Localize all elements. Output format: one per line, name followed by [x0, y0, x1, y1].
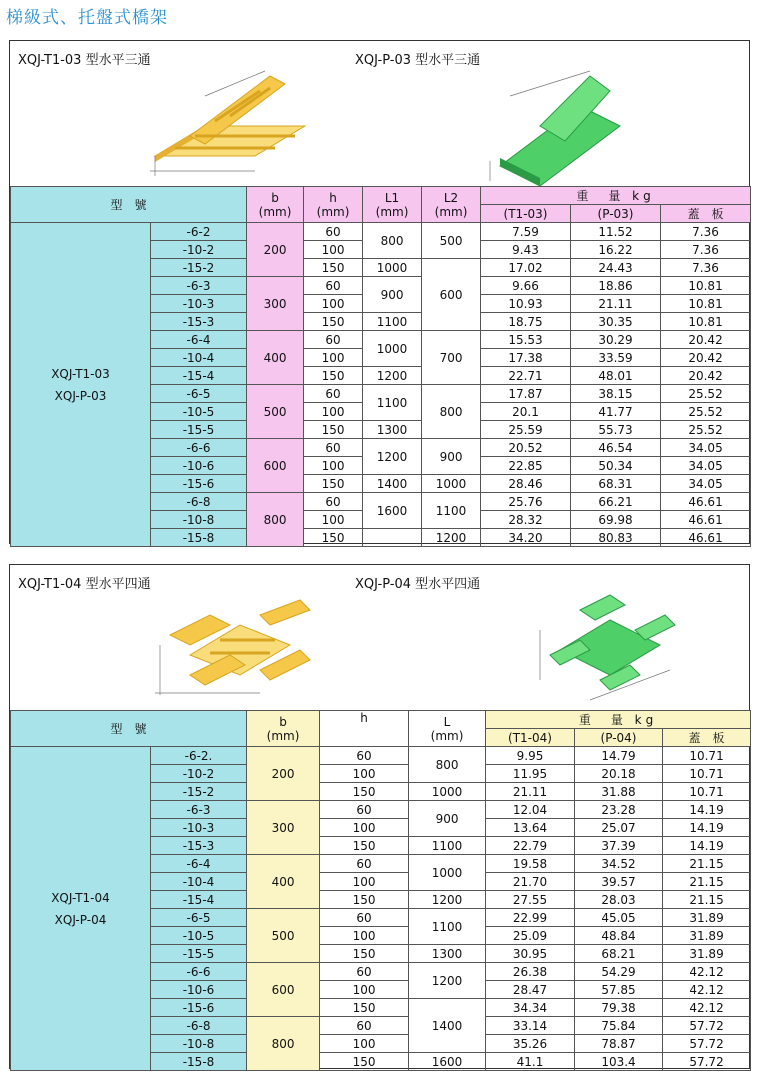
h-cell: 150 — [304, 529, 363, 547]
weight-cover-cell: 7.36 — [661, 223, 751, 241]
weight-p-cell: 57.85 — [575, 981, 663, 999]
header-label: b — [271, 190, 279, 205]
h-cell: 100 — [304, 295, 363, 313]
l1-cell: 1000 — [363, 259, 422, 277]
weight-p-cell: 21.11 — [571, 295, 661, 313]
b-cell: 600 — [247, 439, 304, 493]
weight-cover-header: 蓋 板 — [663, 729, 751, 747]
weight-t1-cell: 21.11 — [486, 783, 575, 801]
sub-model-cell: -15-2 — [151, 783, 247, 801]
weight-cover-cell: 31.89 — [663, 909, 751, 927]
weight-t1-cell: 15.53 — [481, 331, 571, 349]
sub-model-cell: -6-4 — [151, 855, 247, 873]
ladder-cross-illustration — [150, 595, 320, 705]
weight-p-cell: 31.88 — [575, 783, 663, 801]
h-cell: 150 — [304, 313, 363, 331]
tray-cross-illustration — [530, 590, 680, 710]
l1-cell: 1000 — [363, 331, 422, 367]
weight-t1-cell: 34.20 — [481, 529, 571, 547]
sub-model-cell: -6-2. — [151, 747, 247, 765]
h-cell: 100 — [320, 819, 409, 837]
weight-cover-cell: 25.52 — [661, 403, 751, 421]
weight-t1-cell: 20.1 — [481, 403, 571, 421]
h-cell: 100 — [320, 1035, 409, 1053]
weight-cover-cell: 14.19 — [663, 801, 751, 819]
weight-t1-cell: 17.02 — [481, 259, 571, 277]
tee-spec-table — [10, 186, 751, 547]
weight-p-cell: 41.77 — [571, 403, 661, 421]
l2-cell: 1100 — [422, 493, 481, 529]
model-cell — [11, 747, 151, 1071]
h-cell: 150 — [320, 891, 409, 909]
weight-p-cell: 20.18 — [575, 765, 663, 783]
h-cell: 60 — [320, 1017, 409, 1035]
weight-t1-cell: 22.85 — [481, 457, 571, 475]
b-cell: 500 — [247, 385, 304, 439]
sub-model-cell: -15-5 — [151, 421, 247, 439]
weight-cover-cell: 57.72 — [663, 1017, 751, 1035]
weight-t1-cell: 33.14 — [486, 1017, 575, 1035]
tee-spec-panel — [9, 40, 750, 544]
weight-t1-cell: 21.70 — [486, 873, 575, 891]
sub-model-cell: -10-3 — [151, 295, 247, 313]
h-cell: 100 — [304, 349, 363, 367]
weight-p-header: (P-03) — [571, 205, 661, 223]
weight-p-cell: 75.84 — [575, 1017, 663, 1035]
weight-p-cell: 37.39 — [575, 837, 663, 855]
l-cell: 800 — [409, 747, 486, 783]
sub-model-cell: -10-4 — [151, 873, 247, 891]
weight-cover-cell: 10.81 — [661, 277, 751, 295]
weight-p-cell: 39.57 — [575, 873, 663, 891]
weight-p-cell: 68.31 — [571, 475, 661, 493]
h-cell: 60 — [320, 801, 409, 819]
weight-t1-cell: 25.76 — [481, 493, 571, 511]
h-cell: 150 — [304, 367, 363, 385]
sub-model-cell: -15-6 — [151, 475, 247, 493]
weight-p-cell: 24.43 — [571, 259, 661, 277]
l-cell: 1100 — [409, 909, 486, 945]
weight-cover-cell: 31.89 — [663, 945, 751, 963]
weight-p-cell: 48.84 — [575, 927, 663, 945]
weight-t1-cell: 22.99 — [486, 909, 575, 927]
l1-cell: 1200 — [363, 439, 422, 475]
header-unit: (mm) — [430, 728, 464, 743]
l-cell: 1000 — [409, 855, 486, 891]
weight-t1-cell: 35.26 — [486, 1035, 575, 1053]
l-cell: 1600 — [409, 1053, 486, 1071]
h-cell: 150 — [320, 1053, 409, 1071]
weight-p-cell: 25.07 — [575, 819, 663, 837]
weight-p-cell: 33.59 — [571, 349, 661, 367]
weight-cover-cell: 10.71 — [663, 765, 751, 783]
page-title: 梯級式、托盤式橋架 — [6, 8, 168, 28]
sub-model-cell: -10-6 — [151, 457, 247, 475]
weight-p-cell: 34.52 — [575, 855, 663, 873]
h-cell: 100 — [320, 981, 409, 999]
weight-cover-cell: 42.12 — [663, 963, 751, 981]
weight-t1-cell: 30.95 — [486, 945, 575, 963]
weight-t1-cell: 41.1 — [486, 1053, 575, 1071]
weight-cover-cell: 10.71 — [663, 783, 751, 801]
h-cell: 100 — [304, 241, 363, 259]
sub-model-cell: -6-2 — [151, 223, 247, 241]
model-cell — [11, 223, 151, 547]
weight-header: 重 量 kg — [481, 187, 751, 205]
weight-t1-cell: 22.79 — [486, 837, 575, 855]
weight-cover-cell: 21.15 — [663, 855, 751, 873]
tray-tee-illustration — [480, 66, 630, 186]
table-header-row — [11, 187, 751, 205]
weight-t1-cell: 26.38 — [486, 963, 575, 981]
sub-model-cell: -10-8 — [151, 1035, 247, 1053]
weight-cover-cell: 46.61 — [661, 529, 751, 547]
h-cell: 150 — [304, 421, 363, 439]
sub-model-cell: -10-8 — [151, 511, 247, 529]
sub-model-cell: -15-2 — [151, 259, 247, 277]
weight-cover-cell: 57.72 — [663, 1053, 751, 1071]
weight-cover-cell: 20.42 — [661, 367, 751, 385]
weight-cover-header: 蓋 板 — [661, 205, 751, 223]
sub-model-cell: -15-4 — [151, 367, 247, 385]
weight-t1-cell: 9.43 — [481, 241, 571, 259]
header-unit: (mm) — [434, 204, 468, 219]
weight-cover-cell: 31.89 — [663, 927, 751, 945]
b-cell: 400 — [247, 331, 304, 385]
l1-cell: 1400 — [363, 475, 422, 493]
model-line: XQJ-P-03 — [54, 388, 107, 403]
weight-t1-cell: 28.32 — [481, 511, 571, 529]
sub-model-cell: -6-3 — [151, 277, 247, 295]
tray-tee-drawing — [490, 71, 620, 186]
h-cell: 100 — [320, 927, 409, 945]
weight-p-cell: 38.15 — [571, 385, 661, 403]
sub-model-cell: -6-5 — [151, 385, 247, 403]
b-cell: 600 — [247, 963, 320, 1017]
weight-p-cell: 48.01 — [571, 367, 661, 385]
weight-cover-cell: 7.36 — [661, 241, 751, 259]
weight-t1-cell: 11.95 — [486, 765, 575, 783]
weight-cover-cell: 25.52 — [661, 421, 751, 439]
weight-p-cell: 55.73 — [571, 421, 661, 439]
type-header: 型 號 — [11, 711, 247, 747]
weight-p-cell: 45.05 — [575, 909, 663, 927]
l-cell: 1200 — [409, 963, 486, 999]
weight-t1-cell: 27.55 — [486, 891, 575, 909]
weight-cover-cell: 34.05 — [661, 475, 751, 493]
weight-t1-cell: 25.59 — [481, 421, 571, 439]
weight-t1-cell: 13.64 — [486, 819, 575, 837]
tee-illustration-area — [10, 41, 749, 186]
h-cell: 150 — [320, 999, 409, 1017]
h-cell: 100 — [320, 765, 409, 783]
b-cell: 500 — [247, 909, 320, 963]
weight-cover-cell: 14.19 — [663, 837, 751, 855]
b-cell: 300 — [247, 801, 320, 855]
l1-cell: 1300 — [363, 421, 422, 439]
weight-p-cell: 11.52 — [571, 223, 661, 241]
weight-p-cell: 69.98 — [571, 511, 661, 529]
cross-spec-table — [10, 710, 751, 1071]
weight-t1-cell: 18.75 — [481, 313, 571, 331]
b-cell: 200 — [247, 747, 320, 801]
sub-model-cell: -15-6 — [151, 999, 247, 1017]
type-header: 型 號 — [11, 187, 247, 223]
l1-cell: 1600 — [363, 493, 422, 529]
weight-t1-cell: 20.52 — [481, 439, 571, 457]
weight-t1-cell: 9.66 — [481, 277, 571, 295]
weight-p-cell: 78.87 — [575, 1035, 663, 1053]
sub-model-cell: -15-4 — [151, 891, 247, 909]
weight-cover-cell: 10.71 — [663, 747, 751, 765]
l-cell: 1000 — [409, 783, 486, 801]
h-cell: 60 — [320, 909, 409, 927]
sub-model-cell: -15-5 — [151, 945, 247, 963]
header-unit: (mm) — [266, 728, 300, 743]
weight-t1-cell: 9.95 — [486, 747, 575, 765]
sub-model-cell: -10-6 — [151, 981, 247, 999]
weight-cover-cell: 20.42 — [661, 331, 751, 349]
l2-cell: 800 — [422, 385, 481, 439]
l2-cell: 500 — [422, 223, 481, 259]
h-cell: 60 — [320, 747, 409, 765]
sub-model-cell: -15-3 — [151, 837, 247, 855]
weight-p-cell: 23.28 — [575, 801, 663, 819]
sub-model-cell: -10-4 — [151, 349, 247, 367]
header-unit: (mm) — [375, 204, 409, 219]
weight-t1-cell: 17.87 — [481, 385, 571, 403]
cross-illustration-area — [10, 565, 749, 710]
weight-p-cell: 103.4 — [575, 1053, 663, 1071]
weight-p-cell: 18.86 — [571, 277, 661, 295]
weight-t1-cell: 19.58 — [486, 855, 575, 873]
sub-model-cell: -15-8 — [151, 529, 247, 547]
l2-cell: 1000 — [422, 475, 481, 493]
sub-model-cell: -6-4 — [151, 331, 247, 349]
weight-cover-cell: 10.81 — [661, 295, 751, 313]
l2-header — [422, 187, 481, 223]
sub-model-cell: -15-3 — [151, 313, 247, 331]
weight-t1-header: (T1-03) — [481, 205, 571, 223]
l2-cell: 700 — [422, 331, 481, 385]
tray-tee-caption: XQJ-P-03 型水平三通 — [355, 53, 481, 68]
weight-t1-cell: 25.09 — [486, 927, 575, 945]
weight-t1-cell: 28.46 — [481, 475, 571, 493]
h-cell: 150 — [320, 945, 409, 963]
l2-cell: 600 — [422, 259, 481, 331]
ladder-tee-drawing — [150, 71, 305, 176]
weight-cover-cell: 42.12 — [663, 981, 751, 999]
sub-model-cell: -10-2 — [151, 241, 247, 259]
h-cell: 60 — [304, 331, 363, 349]
sub-model-cell: -10-5 — [151, 403, 247, 421]
sub-model-cell: -6-3 — [151, 801, 247, 819]
cross-spec-panel — [9, 564, 750, 1069]
weight-t1-cell: 17.38 — [481, 349, 571, 367]
weight-t1-cell: 28.47 — [486, 981, 575, 999]
weight-p-cell: 30.29 — [571, 331, 661, 349]
table-header-row — [11, 711, 751, 729]
h-cell: 100 — [304, 457, 363, 475]
tee-table-body — [11, 187, 751, 547]
l1-cell: 900 — [363, 277, 422, 313]
h-cell: 150 — [304, 475, 363, 493]
weight-cover-cell: 46.61 — [661, 493, 751, 511]
weight-cover-cell: 57.72 — [663, 1035, 751, 1053]
model-line: XQJ-T1-04 — [51, 890, 110, 905]
cross-table-body — [11, 711, 751, 1071]
l-cell: 900 — [409, 801, 486, 837]
header-label: b — [279, 714, 287, 729]
sub-model-cell: -10-5 — [151, 927, 247, 945]
h-cell: 150 — [320, 783, 409, 801]
ladder-tee-caption: XQJ-T1-03 型水平三通 — [18, 53, 151, 68]
weight-p-cell: 28.03 — [575, 891, 663, 909]
weight-p-cell: 79.38 — [575, 999, 663, 1017]
weight-cover-cell: 7.36 — [661, 259, 751, 277]
h-cell: 60 — [304, 385, 363, 403]
weight-t1-cell: 22.71 — [481, 367, 571, 385]
weight-cover-cell: 21.15 — [663, 891, 751, 909]
weight-cover-cell: 21.15 — [663, 873, 751, 891]
weight-cover-cell: 42.12 — [663, 999, 751, 1017]
weight-p-cell: 50.34 — [571, 457, 661, 475]
weight-p-cell: 46.54 — [571, 439, 661, 457]
h-header — [304, 187, 363, 223]
l1-cell: 800 — [363, 223, 422, 259]
l2-cell: 900 — [422, 439, 481, 475]
weight-cover-cell: 34.05 — [661, 457, 751, 475]
h-cell: 60 — [304, 277, 363, 295]
h-cell: 150 — [320, 837, 409, 855]
sub-model-cell: -6-5 — [151, 909, 247, 927]
l-cell: 1100 — [409, 837, 486, 855]
l1-cell: 1100 — [363, 313, 422, 331]
h-cell: 60 — [320, 963, 409, 981]
l-cell: 1300 — [409, 945, 486, 963]
weight-t1-cell: 10.93 — [481, 295, 571, 313]
l-header — [409, 711, 486, 747]
ladder-tee-illustration — [145, 66, 315, 181]
sub-model-cell: -6-8 — [151, 493, 247, 511]
model-line: XQJ-T1-03 — [51, 366, 110, 381]
b-cell: 200 — [247, 223, 304, 277]
weight-p-cell: 14.79 — [575, 747, 663, 765]
weight-p-cell: 54.29 — [575, 963, 663, 981]
weight-cover-cell: 14.19 — [663, 819, 751, 837]
header-unit: (mm) — [258, 204, 292, 219]
weight-cover-cell: 10.81 — [661, 313, 751, 331]
weight-header: 重 量 kg — [486, 711, 751, 729]
header-label: L1 — [384, 190, 400, 205]
weight-p-cell: 16.22 — [571, 241, 661, 259]
l1-cell: 1200 — [363, 367, 422, 385]
ladder-cross-caption: XQJ-T1-04 型水平四通 — [18, 577, 151, 592]
header-unit: (mm) — [316, 204, 350, 219]
sub-model-cell: -15-8 — [151, 1053, 247, 1071]
b-cell: 400 — [247, 855, 320, 909]
weight-p-cell: 68.21 — [575, 945, 663, 963]
header-label: L2 — [443, 190, 459, 205]
b-cell: 300 — [247, 277, 304, 331]
h-cell: 60 — [304, 493, 363, 511]
weight-p-cell: 66.21 — [571, 493, 661, 511]
tray-cross-drawing — [540, 595, 675, 700]
sub-model-cell: -6-8 — [151, 1017, 247, 1035]
b-cell: 800 — [247, 493, 304, 547]
h-cell: 60 — [304, 223, 363, 241]
l1-cell: 1100 — [363, 385, 422, 421]
table-row — [11, 747, 751, 765]
weight-t1-header: (T1-04) — [486, 729, 575, 747]
l-cell: 1200 — [409, 891, 486, 909]
table-row — [11, 223, 751, 241]
weight-t1-cell: 7.59 — [481, 223, 571, 241]
ladder-cross-drawing — [155, 600, 310, 695]
model-line: XQJ-P-04 — [54, 912, 107, 927]
weight-t1-cell: 34.34 — [486, 999, 575, 1017]
weight-cover-cell: 46.61 — [661, 511, 751, 529]
weight-p-cell: 80.83 — [571, 529, 661, 547]
sub-model-cell: -10-2 — [151, 765, 247, 783]
sub-model-cell: -10-3 — [151, 819, 247, 837]
b-cell: 800 — [247, 1017, 320, 1071]
h-cell: 60 — [304, 439, 363, 457]
h-cell: 150 — [304, 259, 363, 277]
header-label: h — [329, 190, 337, 205]
sub-model-cell: -6-6 — [151, 963, 247, 981]
weight-cover-cell: 25.52 — [661, 385, 751, 403]
b-header — [247, 187, 304, 223]
weight-cover-cell: 34.05 — [661, 439, 751, 457]
h-cell: 100 — [304, 403, 363, 421]
weight-cover-cell: 20.42 — [661, 349, 751, 367]
l1-header — [363, 187, 422, 223]
tray-cross-caption: XQJ-P-04 型水平四通 — [355, 577, 481, 592]
h-cell: 100 — [304, 511, 363, 529]
header-label: L — [443, 714, 451, 729]
weight-t1-cell: 12.04 — [486, 801, 575, 819]
h-header: h — [320, 711, 409, 747]
h-cell: 60 — [320, 855, 409, 873]
weight-p-header: (P-04) — [575, 729, 663, 747]
l-cell: 1400 — [409, 999, 486, 1053]
weight-p-cell: 30.35 — [571, 313, 661, 331]
h-cell: 100 — [320, 873, 409, 891]
l2-cell: 1200 — [422, 529, 481, 547]
sub-model-cell: -6-6 — [151, 439, 247, 457]
b-header — [247, 711, 320, 747]
l1-cell — [363, 529, 422, 547]
